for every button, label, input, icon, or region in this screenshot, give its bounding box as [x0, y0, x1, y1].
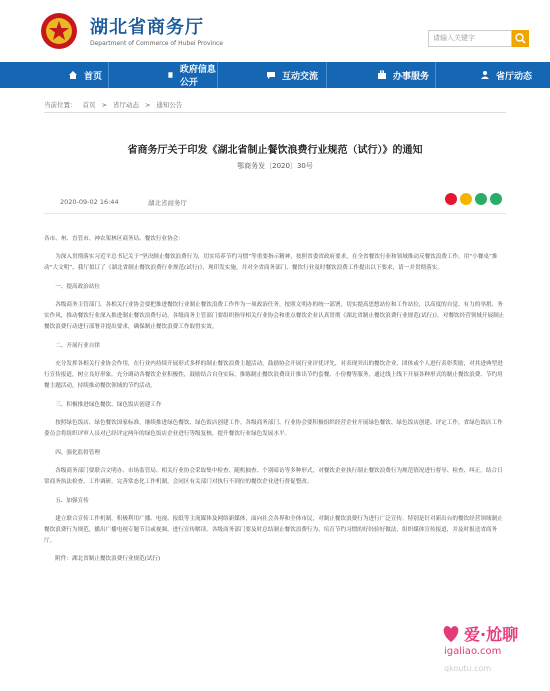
article-title: 省商务厅关于印发《湖北省制止餐饮浪费行业规范（试行）》的通知 [127, 145, 423, 156]
article-source: 湖北省商务厅 [148, 199, 187, 207]
nav-item-news[interactable] [436, 62, 550, 88]
article-paragraph: 充分发挥各相关行业协会作用，在行业内持续开展形式多样的制止餐饮浪费主题活动，鼓励协会开展行业评优评先，对表现突出的餐饮企业、团体或个人进行表彰奖励，对其进典型进行宣传报道，树立良好形象。充分调动各餐饮企业积极性，鼓励结合自身实际，推陈制止餐饮浪费设计推出节约套餐、小份餐等服务，通过线上线下开展各种形式的制止餐饮浪费、节约用餐主题活动，持续推动餐饮领域的节约活动。 [44, 361, 503, 389]
breadcrumb-item-news[interactable]: 省厅动态 [112, 101, 139, 109]
divider [44, 112, 506, 113]
nav-item-home[interactable] [0, 62, 108, 88]
breadcrumb-item-notices[interactable]: 通知公告 [156, 101, 183, 109]
weibo-icon[interactable] [445, 193, 457, 205]
article-meta [44, 191, 506, 214]
nav-item-label: 省厅动态 [496, 71, 533, 82]
wechat-icon[interactable] [475, 193, 487, 205]
watermark-url: igaliao.com [444, 646, 502, 657]
news-icon [480, 70, 490, 80]
main-nav [0, 62, 550, 88]
watermark [440, 618, 545, 682]
share-bar [445, 193, 502, 205]
nav-item-government-info[interactable] [109, 62, 217, 88]
watermark-url-secondary: qkoutu.com [444, 664, 492, 673]
nav-item-label: 办事服务 [393, 71, 430, 82]
nav-item-services[interactable] [327, 62, 435, 88]
watermark-logo-icon [440, 622, 462, 644]
section-heading: 一、提高政治站位 [55, 284, 100, 290]
search-icon [512, 30, 529, 47]
section-heading: 二、开展行业自律 [55, 343, 100, 349]
breadcrumb-item-home[interactable]: 首页 [82, 101, 96, 109]
home-icon [68, 70, 78, 80]
search-input[interactable]: 请输入关键字 [428, 30, 512, 47]
breadcrumb-prefix: 当前位置： [44, 101, 77, 109]
article-paragraph: 各市、州、直管市、神农架林区商务局、餐饮行业协会： [44, 236, 184, 242]
watermark-name: 爱·尬聊 [464, 625, 519, 644]
service-icon [377, 70, 387, 80]
national-emblem-icon [40, 12, 78, 50]
document-icon [167, 70, 174, 80]
section-heading: 三、积极推进绿色餐饮、绿色饭店创建工作 [55, 402, 162, 408]
article-paragraph: 按照绿色饭店、绿色餐饮国家标准，继续推进绿色餐饮、绿色饭店创建工作。各级商务部门、行业协会要积极组织经营企业开展绿色餐饮、绿色饭店创建、评定工作，省绿色饭店工作委员会将组织评审人员对已经评定两年的绿色饭店企业进行等级复核，提升餐饮行业绿色发展水平。 [44, 420, 503, 437]
breadcrumb: 当前位置： 首页 > 省厅动态 > 通知公告 [44, 101, 183, 109]
article-body [44, 234, 506, 565]
site-title[interactable]: 湖北省商务厅 [90, 17, 204, 38]
site-header [0, 0, 550, 62]
document-number: 鄂商务发〔2020〕30号 [237, 162, 313, 170]
share-icon[interactable] [460, 193, 472, 205]
article-paragraph: 为深入贯彻落实习近平总书记关于“坚决制止餐饮浪费行为，切实培养节约习惯”等重要指示精神，按照省委省政府要求，在全省餐饮行业和领域推动反餐饮浪费工作，用“小餐桌”推动“大文明”，我厅拟订了《湖北省制止餐饮浪费行业规范(试行)》，现印发实施，并对全省商务部门、餐饮行业及时餐饮浪费工作提出以下要求，请一并贯彻落实。 [44, 254, 498, 271]
article-paragraph: 建立联合宣传工作机制，积极利用广播、电视、报纸等主流媒体及网络新媒体，面向社会各界和全体市民，对制止餐饮浪费行为进行广泛宣传。特别是针对新出台的餐饮经营领域制止餐饮浪费行为规范，播出广播电视专题节目或视频，进行宣传解读。各级商务部门要及时总结制止餐饮浪费行为、培育节约习惯的好经验好做法，组织媒体宣传报道，并及时报送省商务厅。 [44, 516, 503, 544]
article-paragraph: 附件：湖北省制止餐饮浪费行业规范(试行) [55, 556, 161, 562]
nav-item-label: 政府信息公开 [179, 65, 216, 88]
publish-date: 2020-09-02 16:44 [60, 198, 119, 206]
chat-icon [266, 70, 276, 80]
section-heading: 五、加强宣传 [55, 498, 89, 504]
search-button[interactable] [512, 30, 529, 47]
section-heading: 四、强化监督管理 [55, 450, 100, 456]
site-subtitle: Department of Commerce of Hubei Province [90, 40, 223, 47]
nav-item-interaction[interactable] [218, 62, 326, 88]
nav-item-label: 互动交流 [282, 71, 319, 82]
article-paragraph: 各级商务主管部门、各相关行业协会要把推进餐饮行业制止餐饮浪费工作作为一项政治任务，按照文明办的统一部署，切实提高思想站位和工作站位，以高度的自觉、有力的举措、务实作风，推动餐饮行业深入推进制止餐饮浪费行动。各级商务主管部门要组织指导相关行业协会和重点餐饮企业认真贯彻《湖北省制止餐饮浪费行业规范(试行)》，对餐饮经营领域开展制止餐饮浪费行动进行部署并提出要求，确保制止餐饮浪费工作取得实效。 [44, 302, 505, 330]
nav-item-label: 首页 [84, 71, 103, 82]
wechat-moments-icon[interactable] [490, 193, 502, 205]
article-paragraph: 各级商务部门要联合文明办、市场监管局、相关行业协会采取集中检查、随机抽查、个别暗访等多种形式，对餐饮企业执行制止餐饮浪费行为规范情况进行督导、检查、纠正。结合日常商务执法检查、工作调研，完善常态化工作机制，会同区有关部门对执行不到位的餐饮企业进行督促整改。 [44, 468, 503, 485]
